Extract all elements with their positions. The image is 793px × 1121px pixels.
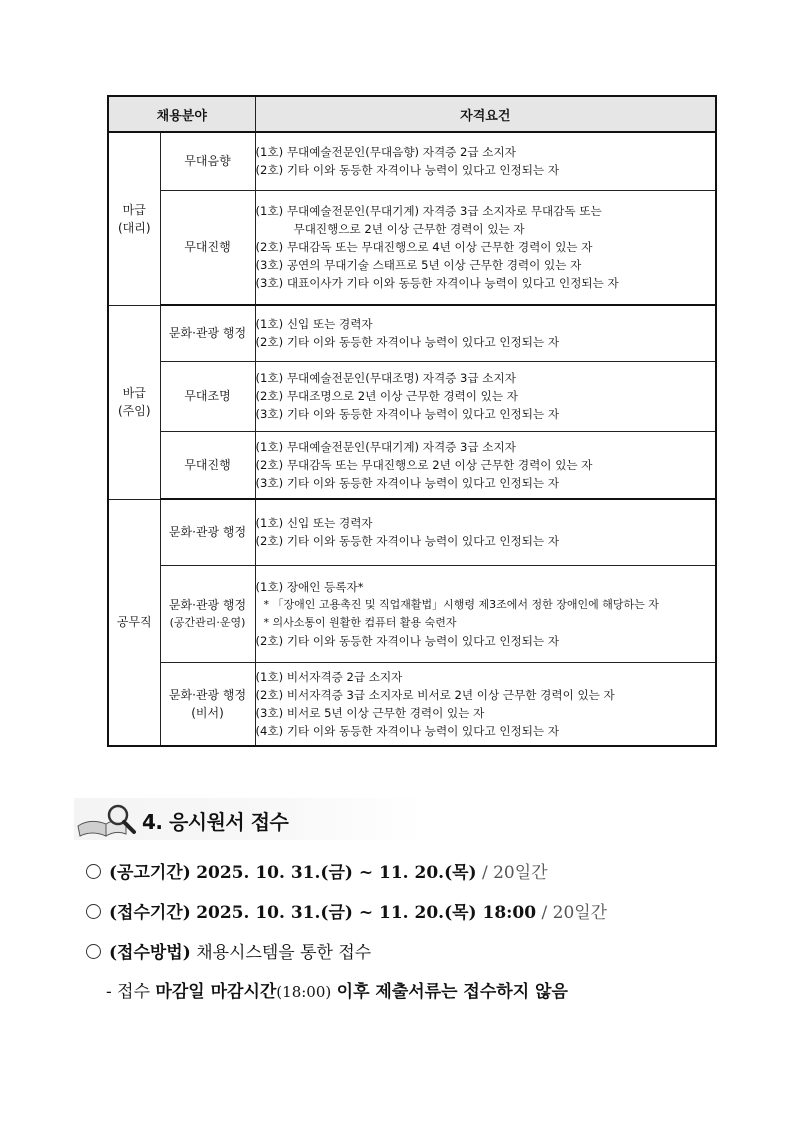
requirement-line: (2호) 기타 이와 동등한 자격이나 능력이 있다고 인정되는 자 xyxy=(255,335,560,350)
table-row xyxy=(108,305,716,361)
field-label: 문화·관광 행정 xyxy=(168,326,247,341)
book-magnifier-icon xyxy=(76,804,140,838)
bullet-item xyxy=(86,858,746,898)
requirement-line: (1호) 무대예술전문인(무대기계) 자격증 3급 소지자 xyxy=(255,439,516,454)
circle-bullet-icon xyxy=(86,864,101,879)
requirement-line: (2호) 비서자격증 3급 소지자로 비서로 2년 이상 근무한 경력이 있는 자 xyxy=(255,687,615,702)
requirement-line: (3호) 비서로 5년 이상 근무한 경력이 있는 자 xyxy=(255,705,485,720)
field-label: 무대음향 xyxy=(184,154,231,169)
bullet-label: (접수기간) xyxy=(109,903,191,923)
requirement-line: (1호) 비서자격증 2급 소지자 xyxy=(255,669,403,684)
field-cell xyxy=(160,190,255,305)
sub-bullet-emphasis: 마감일 마감시간 xyxy=(155,982,277,1002)
requirement-line: (2호) 기타 이와 동등한 자격이나 능력이 있다고 인정되는 자 xyxy=(255,534,560,549)
table-row xyxy=(108,565,716,662)
bullet-item xyxy=(86,898,746,938)
sub-bullet-prefix: 접수 xyxy=(117,982,151,1002)
requirement-line: (1호) 무대예술전문인(무대조명) 자격증 3급 소지자 xyxy=(255,371,516,385)
table-row xyxy=(108,361,716,431)
requirement-line: (1호) 무대예술전문인(무대음향) 자격증 2급 소지자 xyxy=(255,145,516,160)
bullet-text: 채용시스템을 통한 접수 xyxy=(196,943,372,963)
bullet-suffix: / 20일간 xyxy=(541,903,608,923)
grade-sublabel: (대리) xyxy=(117,220,151,235)
field-cell xyxy=(160,361,255,431)
requirement-line: (2호) 무대조명으로 2년 이상 근무한 경력이 있는 자 xyxy=(255,389,518,403)
field-label: 무대조명 xyxy=(184,389,231,403)
field-label: 문화·관광 행정 xyxy=(168,525,247,540)
bullet-label: (공고기간) xyxy=(109,863,191,883)
field-sublabel: (공간관리·운영) xyxy=(169,615,246,629)
requirement-line: (1호) 장애인 등록자* xyxy=(255,579,364,594)
grade-cell xyxy=(108,305,160,499)
bullet-suffix: / 20일간 xyxy=(481,863,548,883)
header-field: 채용분야 xyxy=(108,96,255,132)
requirements-cell xyxy=(255,132,716,190)
requirement-line: (2호) 무대감독 또는 무대진행으로 2년 이상 근무한 경력이 있는 자 xyxy=(255,457,593,472)
grade-label: 공무직 xyxy=(116,615,152,630)
circle-bullet-icon xyxy=(86,904,101,919)
field-label: 무대진행 xyxy=(184,457,231,472)
sub-bullet-item xyxy=(86,978,746,1014)
grade-label: 마급 xyxy=(122,202,146,217)
circle-bullet-icon xyxy=(86,944,101,959)
table-row xyxy=(108,132,716,190)
field-label: 문화·관광 행정 xyxy=(168,687,247,702)
bullet-text: 2025. 10. 31.(금) ~ 11. 20.(목) xyxy=(196,863,477,883)
bullet-text: 2025. 10. 31.(금) ~ 11. 20.(목) 18:00 xyxy=(196,903,537,923)
requirement-line: 무대진행으로 2년 이상 근무한 경력이 있는 자 xyxy=(293,222,525,237)
requirements-cell xyxy=(255,190,716,305)
field-label: 문화·관광 행정 xyxy=(168,597,247,612)
requirement-line: (3호) 공연의 무대기술 스태프로 5년 이상 근무한 경력이 있는 자 xyxy=(255,258,582,273)
requirements-cell xyxy=(255,361,716,431)
requirement-line: (3호) 기타 이와 동등한 자격이나 능력이 있다고 인정되는 자 xyxy=(255,475,560,490)
table-row xyxy=(108,190,716,305)
field-sublabel: (비서) xyxy=(191,705,224,720)
requirement-line: (1호) 신입 또는 경력자 xyxy=(255,317,373,332)
requirements-cell xyxy=(255,662,716,746)
field-cell xyxy=(160,499,255,565)
header-requirements: 자격요건 xyxy=(255,96,716,132)
field-cell xyxy=(160,662,255,746)
field-cell xyxy=(160,431,255,499)
requirement-line: (2호) 무대감독 또는 무대진행으로 4년 이상 근무한 경력이 있는 자 xyxy=(255,240,593,255)
grade-cell xyxy=(108,132,160,305)
section-title: 4. 응시원서 접수 xyxy=(142,810,289,834)
table-row xyxy=(108,662,716,746)
grade-sublabel: (주임) xyxy=(117,404,151,418)
requirement-line: (1호) 무대예술전문인(무대기계) 자격증 3급 소지자로 무대감독 또는 xyxy=(255,204,602,219)
requirement-line: (2호) 기타 이와 동등한 자격이나 능력이 있다고 인정되는 자 xyxy=(255,163,560,178)
field-cell xyxy=(160,132,255,190)
field-label: 무대진행 xyxy=(184,240,231,255)
grade-label: 바급 xyxy=(122,386,146,400)
requirement-note: * 의사소통이 원활한 컴퓨터 활용 숙련자 xyxy=(263,615,457,629)
requirement-line: (3호) 기타 이와 동등한 자격이나 능력이 있다고 인정되는 자 xyxy=(255,407,560,421)
requirement-line: (4호) 기타 이와 동등한 자격이나 능력이 있다고 인정되는 자 xyxy=(255,723,560,738)
sub-bullet-emphasis: 이후 제출서류는 접수하지 않음 xyxy=(336,982,568,1002)
table-header-row xyxy=(108,96,716,132)
field-cell xyxy=(160,565,255,662)
field-cell xyxy=(160,305,255,361)
grade-cell xyxy=(108,499,160,746)
requirement-line: (3호) 대표이사가 기타 이와 동등한 자격이나 능력이 있다고 인정되는 자 xyxy=(255,276,619,291)
requirement-note: * 「장애인 고용촉진 및 직업재활법」시행령 제3조에서 정한 장애인에 해당하는 자 xyxy=(263,597,659,611)
requirements-cell xyxy=(255,305,716,361)
bullet-item xyxy=(86,938,746,978)
section-heading xyxy=(74,798,424,840)
requirement-line: (1호) 신입 또는 경력자 xyxy=(255,516,373,531)
requirements-cell xyxy=(255,565,716,662)
bullet-label: (접수방법) xyxy=(109,943,191,963)
table-row xyxy=(108,499,716,565)
table-row xyxy=(108,431,716,499)
sub-bullet-time: (18:00) xyxy=(276,983,332,1001)
dash-marker: - xyxy=(106,982,112,1002)
requirements-cell xyxy=(255,431,716,499)
requirements-cell xyxy=(255,499,716,565)
qualification-table xyxy=(107,95,717,747)
requirement-line: (2호) 기타 이와 동등한 자격이나 능력이 있다고 인정되는 자 xyxy=(255,633,560,648)
bullet-list xyxy=(86,858,746,1014)
